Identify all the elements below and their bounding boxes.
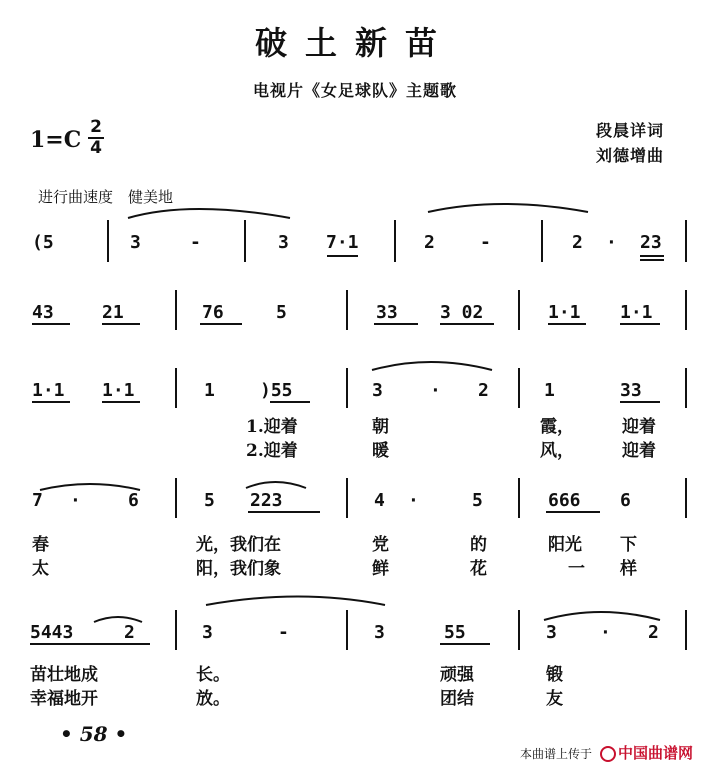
note: 2	[124, 622, 135, 643]
note: 2	[648, 622, 659, 643]
note: 43	[32, 302, 54, 323]
note: 1·1	[620, 302, 653, 323]
lyric: 样	[620, 559, 637, 579]
time-sig-top: 2	[90, 117, 102, 137]
tempo-marking: 进行曲速度 健美地	[38, 188, 174, 206]
note: 4	[374, 490, 385, 511]
note: 3	[130, 232, 141, 253]
note: (5	[32, 232, 54, 253]
note: ·	[70, 490, 81, 511]
note: 5	[472, 490, 483, 511]
lyric: 幸福地开	[30, 689, 98, 709]
note: 3 02	[440, 302, 484, 323]
note: 2	[478, 380, 489, 401]
note: 21	[102, 302, 124, 323]
lyric: 友	[546, 689, 563, 709]
note: 33	[376, 302, 398, 323]
lyric: 苗壮地成	[30, 665, 98, 685]
lyric: 2.迎着	[246, 441, 298, 461]
note: 76	[202, 302, 224, 323]
lyric: 风，	[540, 441, 574, 461]
lyric: 朝	[372, 417, 389, 437]
note: 5443	[30, 622, 74, 643]
song-title: 破土新苗	[254, 24, 455, 62]
logo-label: 中国曲谱网	[618, 744, 694, 762]
lyric: 暖	[372, 441, 389, 461]
note: 3	[372, 380, 383, 401]
note: -	[278, 622, 289, 643]
note: 7·1	[326, 232, 359, 253]
lyric: 放。	[196, 689, 230, 709]
note: 1·1	[102, 380, 135, 401]
note: 2	[424, 232, 435, 253]
note: 3	[278, 232, 289, 253]
time-sig-bottom: 4	[90, 138, 102, 158]
lyric: 迎着	[622, 417, 656, 437]
lyric: 阳光	[548, 535, 582, 555]
note: 5	[204, 490, 215, 511]
lyric: 阳，我们象	[196, 559, 281, 579]
note: 3	[374, 622, 385, 643]
note: 7	[32, 490, 43, 511]
lyric: 春	[32, 535, 49, 555]
note: 1	[204, 380, 215, 401]
note: 3	[202, 622, 213, 643]
lyric: 花	[470, 559, 487, 579]
site-logo[interactable]	[600, 742, 693, 763]
note: -	[480, 232, 491, 253]
note: 3	[546, 622, 557, 643]
lyric: 鲜	[372, 559, 389, 579]
note: 6	[128, 490, 139, 511]
key-signature: 1=C	[30, 127, 82, 153]
upload-note: 本曲谱上传于	[520, 747, 593, 761]
lyric: 1.迎着	[246, 417, 298, 437]
lyricist-credit: 段晨详词	[596, 121, 665, 140]
note: 666	[548, 490, 581, 511]
note: 1	[544, 380, 555, 401]
note: ·	[408, 490, 419, 511]
lyric: 太	[32, 559, 49, 579]
logo-icon	[600, 746, 616, 762]
note: )55	[260, 380, 293, 401]
note: 33	[620, 380, 642, 401]
note: 1·1	[548, 302, 581, 323]
lyric: 锻	[546, 665, 563, 685]
note: 5	[276, 302, 287, 323]
note: ·	[600, 622, 611, 643]
note: 23	[640, 232, 662, 253]
lyric: 迎着	[622, 441, 656, 461]
note: 55	[444, 622, 466, 643]
lyric: 的	[470, 535, 487, 555]
note: 223	[250, 490, 283, 511]
note: ·	[430, 380, 441, 401]
lyric: 光，我们在	[196, 535, 281, 555]
note: 1·1	[32, 380, 65, 401]
lyric: 下	[620, 535, 637, 555]
note: 2	[572, 232, 583, 253]
composer-credit: 刘德增曲	[596, 146, 665, 165]
lyric: 一	[568, 559, 585, 579]
lyric: 党	[372, 535, 389, 555]
note: -	[190, 232, 201, 253]
lyric: 顽强	[440, 665, 474, 685]
note: 6	[620, 490, 631, 511]
page-number: • 58 •	[60, 722, 128, 746]
lyric: 团结	[440, 689, 474, 709]
lyric: 霞，	[540, 417, 574, 437]
note: ·	[606, 232, 617, 253]
lyric: 长。	[196, 665, 230, 685]
song-subtitle: 电视片《女足球队》主题歌	[252, 81, 457, 100]
